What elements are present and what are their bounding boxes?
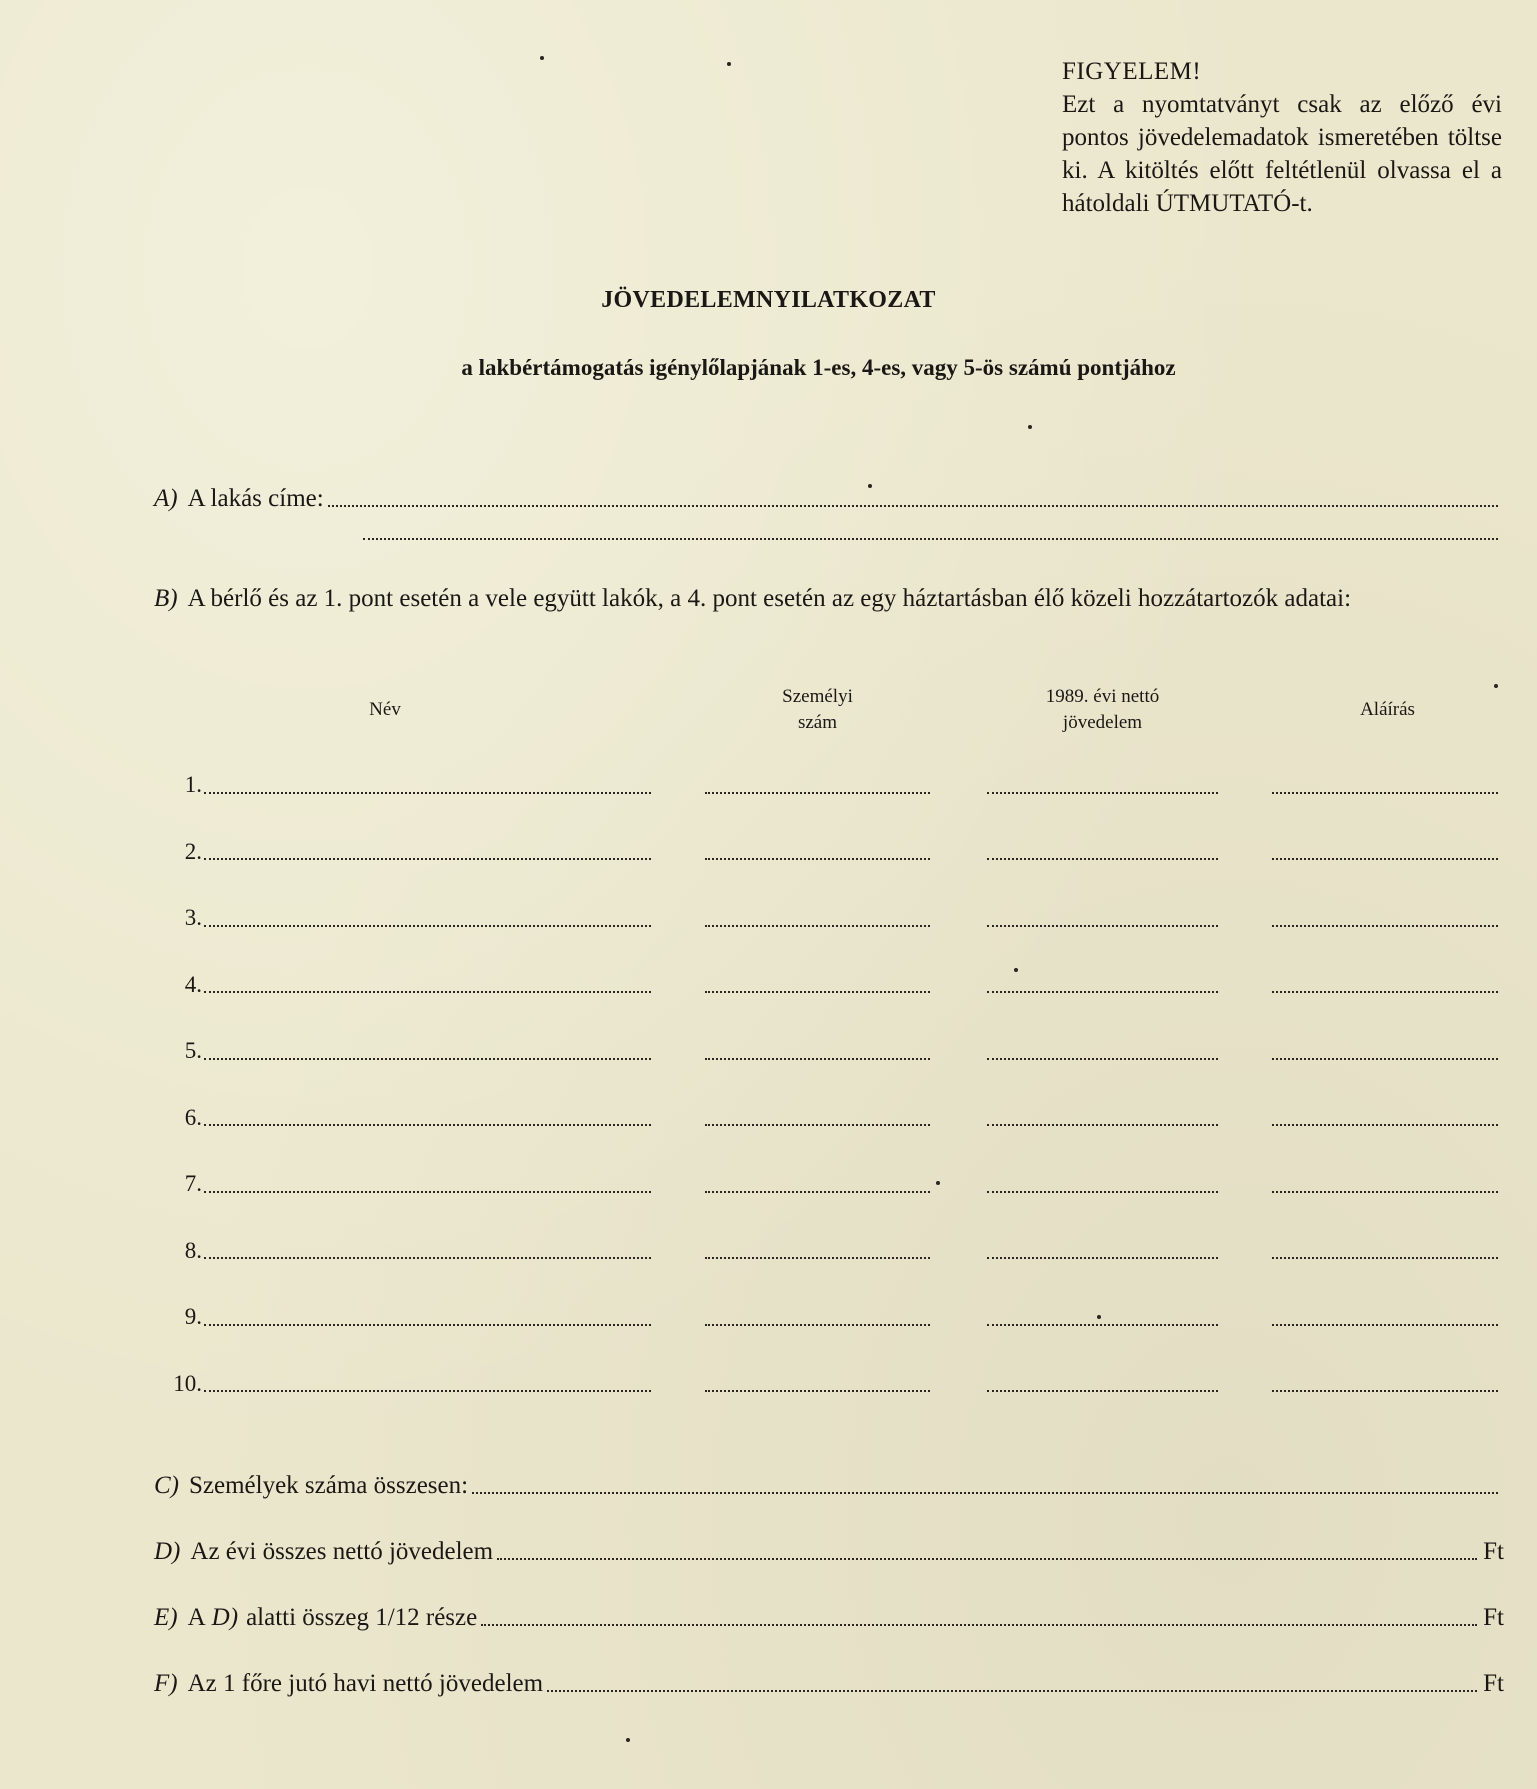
signature-field[interactable] — [1272, 858, 1498, 860]
address-field-line-1[interactable] — [328, 485, 1498, 507]
signature-field[interactable] — [1272, 925, 1498, 927]
signature-field[interactable] — [1272, 1191, 1498, 1193]
name-field[interactable] — [204, 1124, 651, 1126]
id-field[interactable] — [705, 1124, 930, 1126]
section-e-label-prefix: A — [187, 1604, 206, 1631]
signature-field[interactable] — [1272, 991, 1498, 993]
id-field[interactable] — [705, 792, 930, 794]
income-field[interactable] — [987, 1058, 1218, 1060]
section-d-row — [154, 1538, 1504, 1566]
income-field[interactable] — [987, 858, 1218, 860]
paper-speck — [1014, 968, 1018, 972]
paper-speck — [1097, 1315, 1101, 1319]
column-header-id — [700, 684, 935, 736]
id-field[interactable] — [705, 1191, 930, 1193]
section-f-unit: Ft — [1483, 1670, 1504, 1697]
income-field[interactable] — [987, 1324, 1218, 1326]
column-header-income-line1: 1989. évi nettó — [1045, 686, 1160, 707]
column-header-name — [320, 697, 450, 723]
row-number: 9. — [184, 1304, 202, 1329]
income-field[interactable] — [987, 1124, 1218, 1126]
notice-body: Ezt a nyomtatványt csak az előző évi pontos jövedelemadatok ismeretében töltse ki. A kitöltés előtt feltétlenül olvassa el a hátoldali ÚTMUTATÓ-t. — [1062, 91, 1502, 217]
section-b-letter: B) — [154, 585, 178, 612]
name-field[interactable] — [204, 1058, 651, 1060]
row-number: 4. — [184, 972, 202, 997]
signature-field[interactable] — [1272, 1058, 1498, 1060]
row-number: 2. — [184, 839, 202, 864]
id-field[interactable] — [705, 991, 930, 993]
income-field[interactable] — [987, 792, 1218, 794]
paper-speck — [727, 62, 731, 66]
section-e-letter: E) — [154, 1604, 178, 1631]
name-field[interactable] — [204, 1257, 651, 1259]
signature-field[interactable] — [1272, 1390, 1498, 1392]
column-header-id-line2: szám — [797, 712, 838, 733]
person-count-field[interactable] — [472, 1472, 1498, 1494]
signature-field[interactable] — [1272, 1324, 1498, 1326]
paper-speck — [626, 1738, 630, 1742]
notice-title: FIGYELEM! — [1062, 58, 1202, 85]
section-c-letter: C) — [154, 1472, 179, 1499]
paper-speck — [540, 56, 544, 60]
paper-speck — [936, 1181, 940, 1185]
section-c-row — [154, 1472, 1498, 1500]
signature-field[interactable] — [1272, 792, 1498, 794]
section-a-letter: A) — [154, 485, 178, 512]
name-field[interactable] — [204, 1390, 651, 1392]
income-field[interactable] — [987, 1257, 1218, 1259]
paper-speck — [1028, 425, 1032, 429]
section-e-label-ref: D) — [211, 1604, 239, 1631]
section-e-unit: Ft — [1483, 1604, 1504, 1631]
section-f-label: Az 1 főre jutó havi nettó jövedelem — [187, 1670, 544, 1697]
row-number: 3. — [184, 905, 202, 930]
per-capita-income-field[interactable] — [547, 1670, 1477, 1692]
document-subtitle: a lakbértámogatás igénylőlapjának 1-es, 4-es, vagy 5-ös számú pontjához — [461, 355, 1176, 380]
section-e-label-suffix: alatti összeg 1/12 része — [246, 1604, 478, 1631]
row-number: 8. — [184, 1238, 202, 1263]
id-field[interactable] — [705, 1257, 930, 1259]
section-d-label: Az évi összes nettó jövedelem — [190, 1538, 494, 1565]
row-number: 6. — [184, 1105, 202, 1130]
id-field[interactable] — [705, 1390, 930, 1392]
annual-income-field[interactable] — [497, 1538, 1477, 1560]
column-header-signature-text: Aláírás — [1360, 699, 1415, 720]
income-field[interactable] — [987, 925, 1218, 927]
income-field[interactable] — [987, 1191, 1218, 1193]
section-d-unit: Ft — [1483, 1538, 1504, 1565]
income-field[interactable] — [987, 991, 1218, 993]
name-field[interactable] — [204, 925, 651, 927]
id-field[interactable] — [705, 858, 930, 860]
row-number: 5. — [184, 1038, 202, 1063]
name-field[interactable] — [204, 1324, 651, 1326]
signature-field[interactable] — [1272, 1124, 1498, 1126]
section-a-label: A lakás címe: — [187, 485, 324, 512]
document-title: JÖVEDELEMNYILATKOZAT — [601, 287, 936, 313]
name-field[interactable] — [204, 792, 651, 794]
monthly-share-field[interactable] — [481, 1604, 1477, 1626]
name-field[interactable] — [204, 991, 651, 993]
section-c-label: Személyek száma összesen: — [189, 1472, 469, 1499]
name-field[interactable] — [204, 1191, 651, 1193]
id-field[interactable] — [705, 925, 930, 927]
id-field[interactable] — [705, 1058, 930, 1060]
column-header-income — [985, 684, 1220, 736]
section-e-row — [154, 1604, 1504, 1632]
notice-box — [1062, 55, 1502, 220]
row-number: 1. — [184, 772, 202, 797]
id-field[interactable] — [705, 1324, 930, 1326]
section-a-row — [154, 485, 1498, 513]
row-number: 7. — [184, 1171, 202, 1196]
address-field-line-2[interactable] — [363, 538, 1498, 540]
name-field[interactable] — [204, 858, 651, 860]
paper-speck — [868, 484, 872, 488]
signature-field[interactable] — [1272, 1257, 1498, 1259]
section-d-letter: D) — [154, 1538, 181, 1565]
income-field[interactable] — [987, 1390, 1218, 1392]
section-f-letter: F) — [154, 1670, 178, 1697]
column-header-income-line2: jövedelem — [1062, 712, 1143, 733]
paper-speck — [1494, 684, 1498, 688]
section-b-paragraph — [114, 582, 1502, 615]
column-header-signature — [1270, 697, 1505, 723]
column-header-id-line1: Személyi — [782, 686, 853, 707]
section-b-text: A bérlő és az 1. pont esetén a vele együtt lakók, a 4. pont esetén az egy háztartásban élő közeli hozzátartozók adatai: — [187, 585, 1352, 612]
row-number: 10. — [173, 1371, 202, 1396]
column-header-name-text: Név — [369, 699, 401, 720]
section-f-row — [154, 1670, 1504, 1698]
